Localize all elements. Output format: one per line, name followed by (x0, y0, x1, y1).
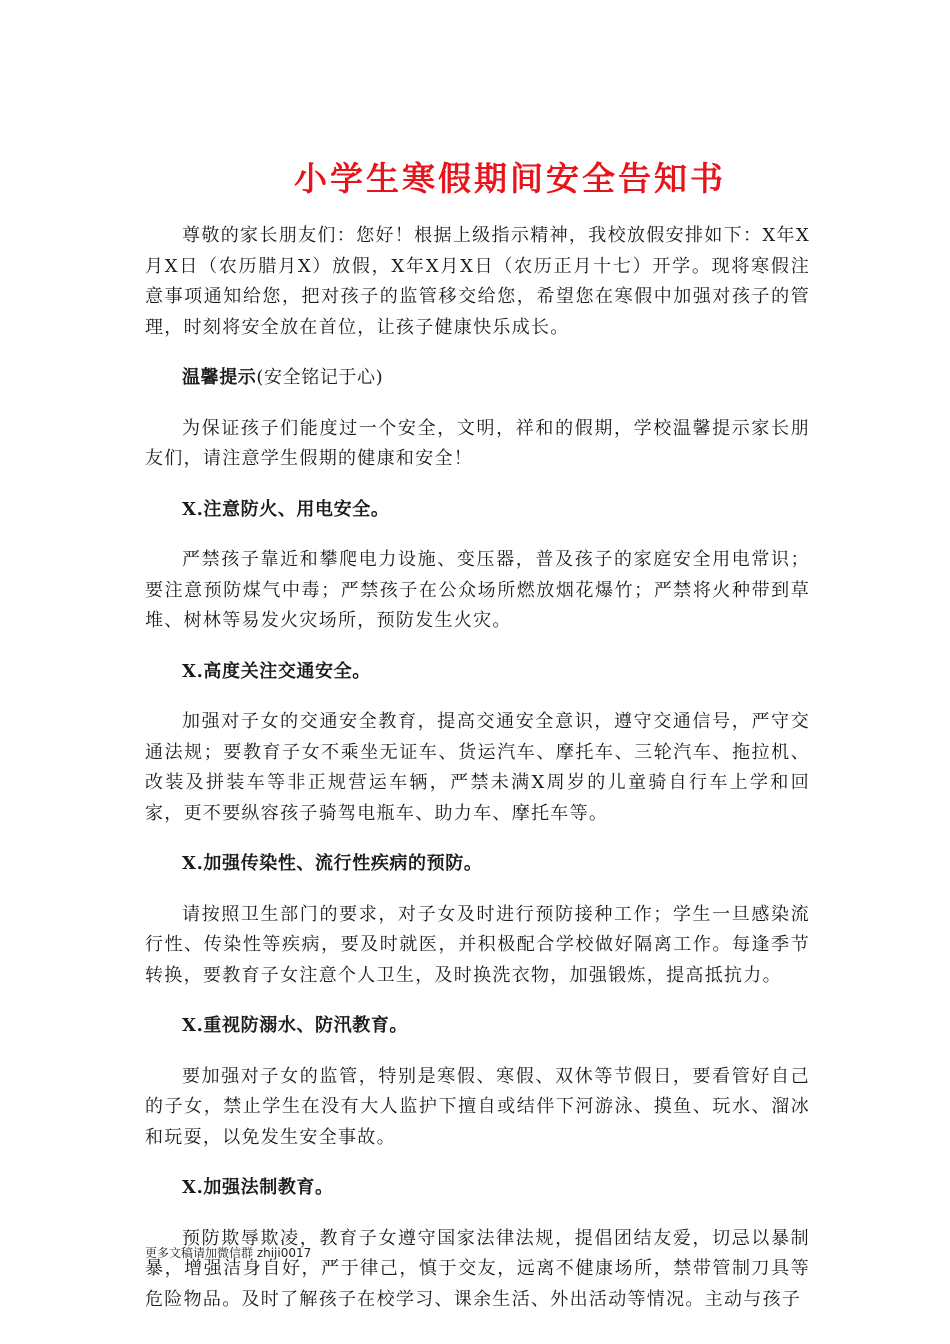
section-heading-disease: X.加强传染性、流行性疾病的预防。 (182, 853, 483, 874)
section-text-drowning: 要加强对子女的监管，特别是寒假、寒假、双休等节假日，要看管好自己的子女，禁止学生在没有大人监护下擅自或结伴下河游泳、摸鱼、玩水、溜冰和玩耍，以免发生安全事故。 (145, 1065, 810, 1148)
section-heading-fire: X.注意防火、用电安全。 (182, 498, 390, 520)
footer-note: 更多文稿请加微信群 zhiji0017 (145, 1246, 312, 1260)
section-heading-law: X.加强法制教育。 (182, 1177, 334, 1198)
tip-paragraph: 为保证孩子们能度过一个安全，文明，祥和的假期，学校温馨提示家长朋友们，请注意学生假期的健康和安全！ (145, 417, 810, 469)
section-heading-traffic: X.高度关注交通安全。 (182, 660, 371, 682)
document-body (145, 221, 810, 1335)
document-title: 小学生寒假期间安全告知书 (294, 159, 726, 198)
section-text-traffic: 加强对子女的交通安全教育，提高交通安全意识，遵守交通信号，严守交通法规；要教育子女不乘坐无证车、货运汽车、摩托车、三轮汽车、拖拉机、改装及拼装车等非正规营运车辆，严禁未满X周岁的儿童骑自行车上学和回家，更不要纵容孩子骑驾电瓶车、助力车、摩托车等。 (145, 711, 810, 824)
tip-heading-bold: 温馨提示 (182, 367, 257, 388)
intro-paragraph: 尊敬的家长朋友们：您好！根据上级指示精神，我校放假安排如下：X年X月X日（农历腊月X）放假，X年X月X日（农历正月十七）开学。现将寒假注意事项通知给您，把对孩子的监管移交给您，希望您在寒假中加强对孩子的管理，时刻将安全放在首位，让孩子健康快乐成长。 (145, 225, 810, 338)
tip-heading (145, 363, 810, 394)
section-text-fire: 严禁孩子靠近和攀爬电力设施、变压器，普及孩子的家庭安全用电常识；要注意预防煤气中毒；严禁孩子在公众场所燃放烟花爆竹；严禁将火种带到草堆、树林等易发火灾场所，预防发生火灾。 (145, 549, 810, 631)
section-text-disease: 请按照卫生部门的要求，对子女及时进行预防接种工作；学生一旦感染流行性、传染性等疾病，要及时就医，并积极配合学校做好隔离工作。每逢季节转换，要教育子女注意个人卫生，及时换洗衣物，加强锻炼，提高抵抗力。 (145, 903, 810, 986)
section-heading-drowning: X.重视防溺水、防汛教育。 (182, 1015, 409, 1036)
tip-heading-rest: (安全铭记于心) (256, 367, 384, 388)
section-text-law: 预防欺辱欺凌，教育子女遵守国家法律法规，提倡团结友爱，切忌以暴制暴，增强洁身自好，严于律己，慎于交友，远离不健康场所，禁带管制刀具等危险物品。及时了解孩子在校学习、课余生活、外出活动等情况。主动与孩子 (145, 1227, 810, 1310)
